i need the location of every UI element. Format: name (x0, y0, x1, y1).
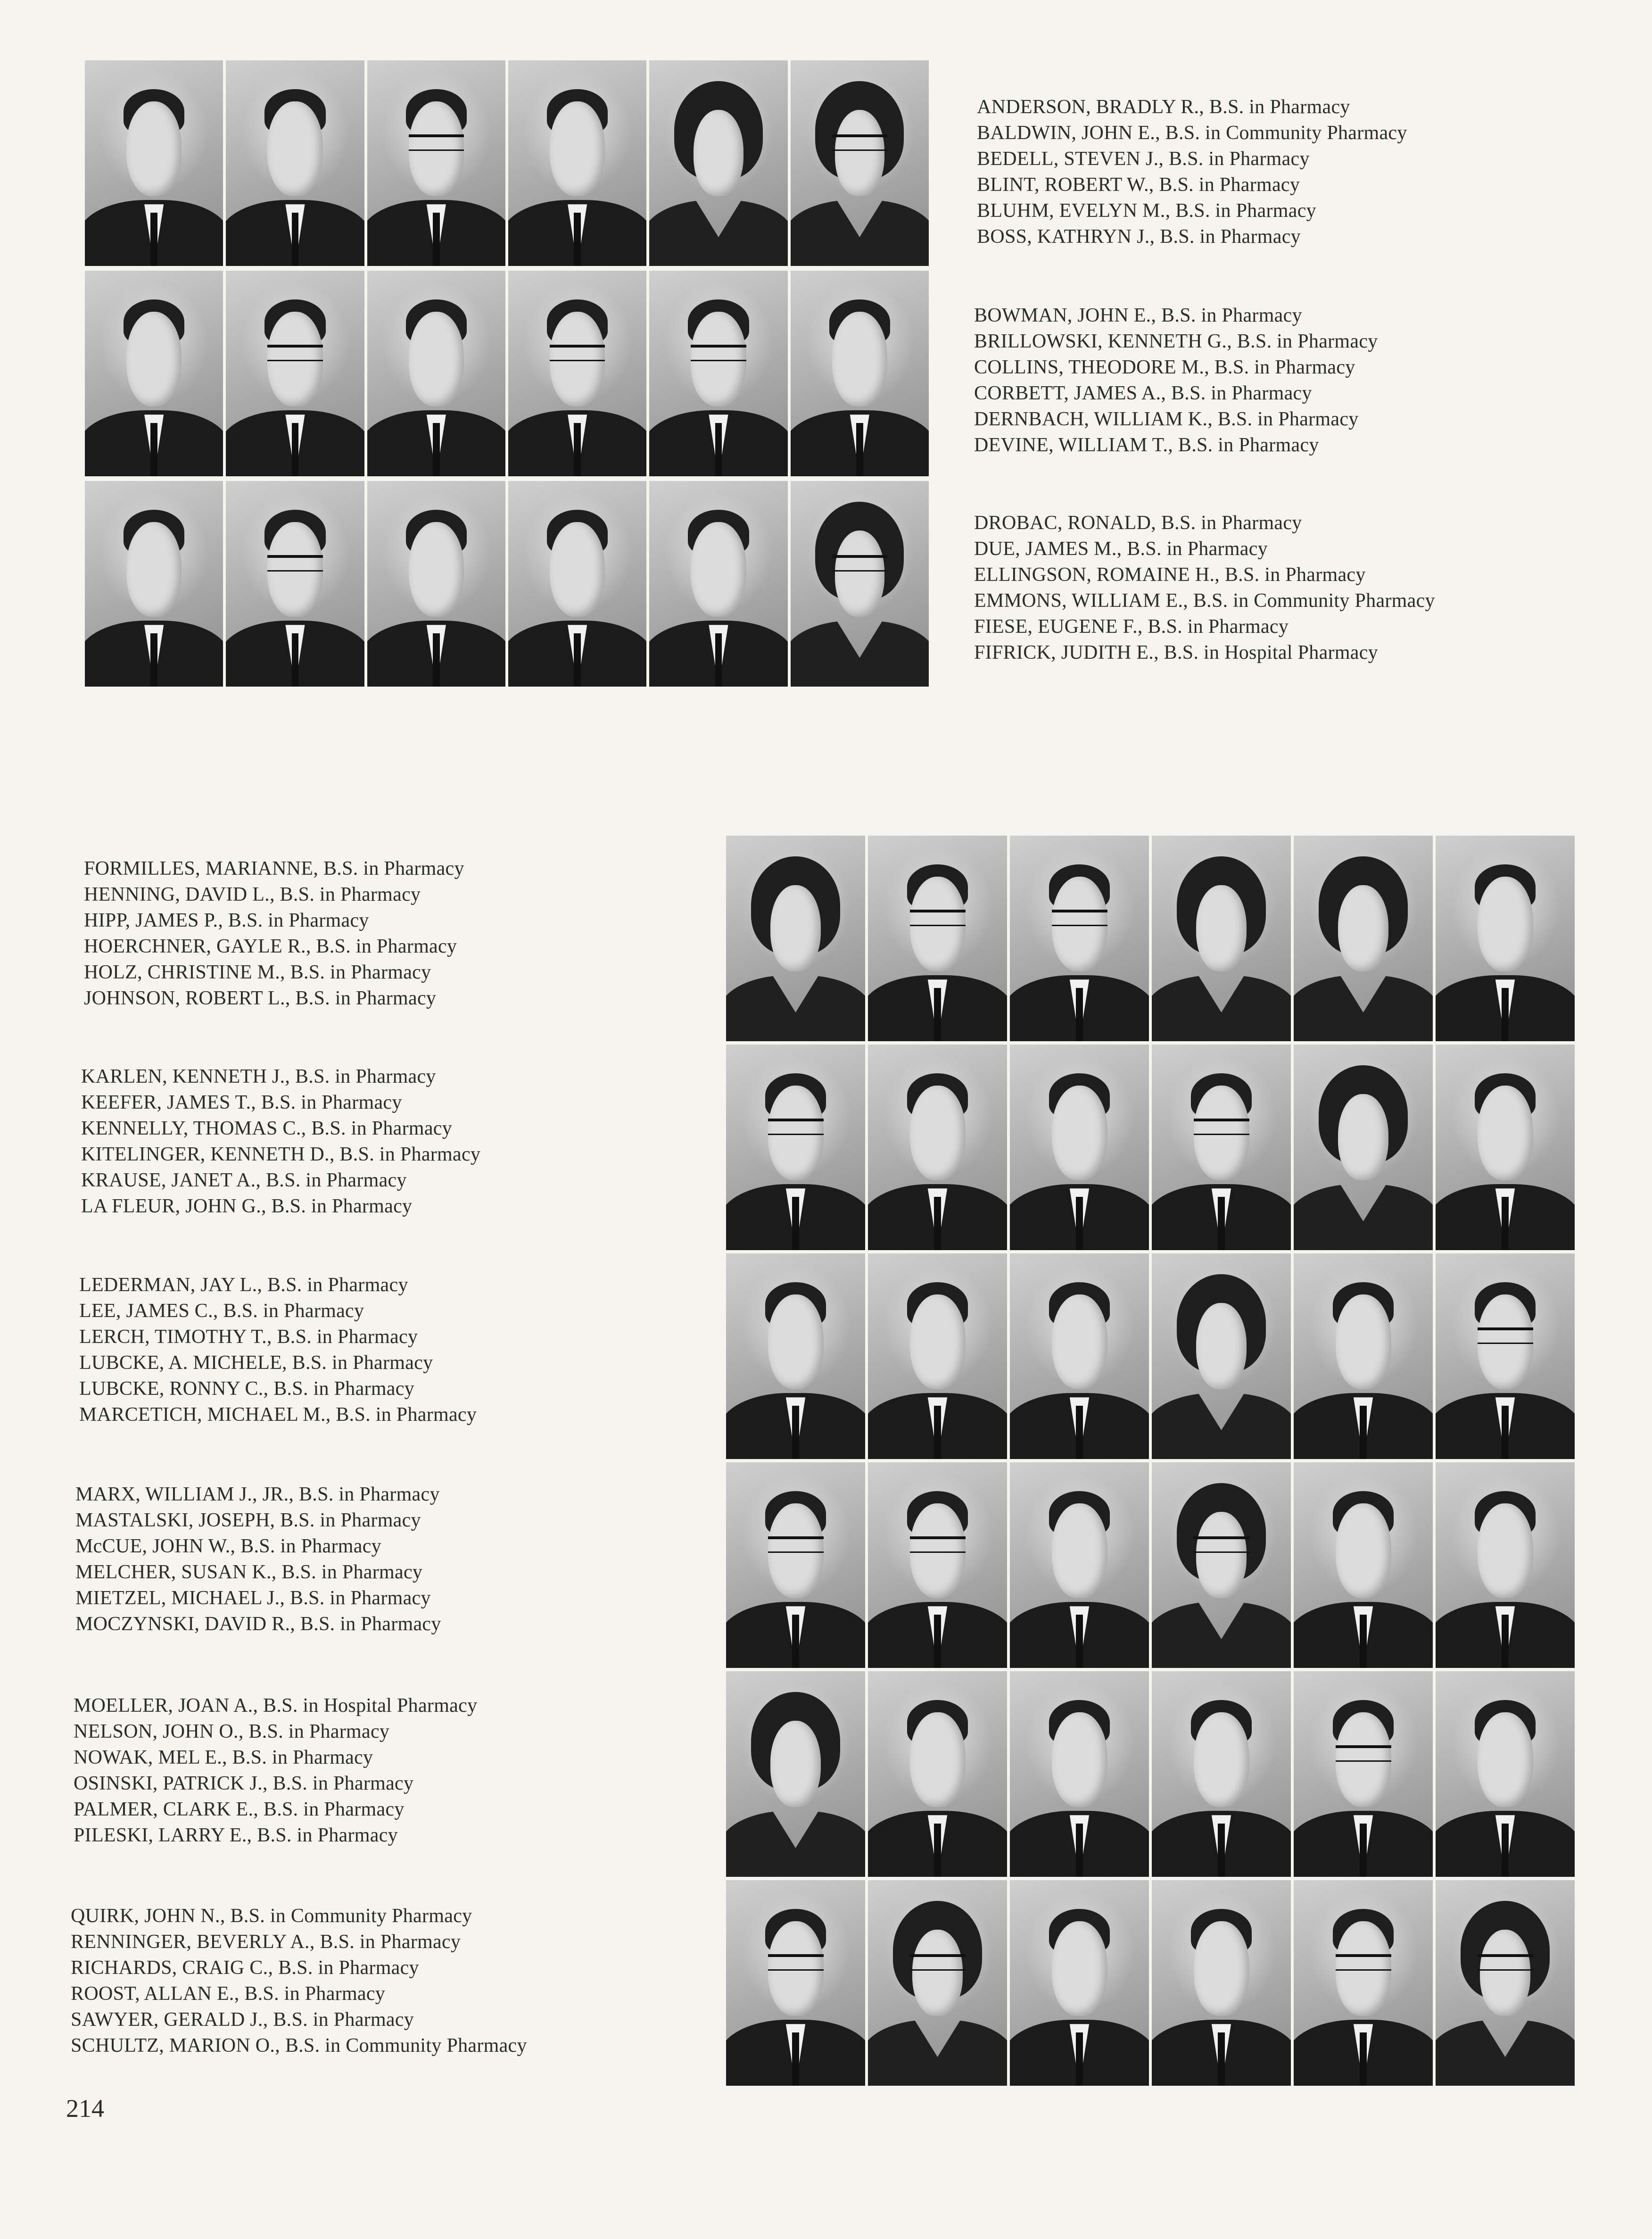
student-portrait-photo (367, 271, 505, 476)
bottom-namelist-1 (84, 856, 464, 1012)
student-portrait-photo (1294, 1671, 1433, 1877)
student-portrait-photo (726, 1462, 865, 1668)
student-portrait-photo (791, 271, 929, 476)
student-name: ELLINGSON, ROMAINE H., B.S. in Pharmacy (974, 564, 1366, 586)
student-name: SCHULTZ, MARION O., B.S. in Community Pharmacy (71, 2035, 527, 2057)
bottom-portrait-row (726, 1880, 1575, 2086)
student-name: MELCHER, SUSAN K., B.S. in Pharmacy (75, 1561, 423, 1583)
bottom-namelist-6 (71, 1903, 527, 2059)
student-portrait-photo (1010, 1880, 1149, 2086)
student-name: BOWMAN, JOHN E., B.S. in Pharmacy (974, 305, 1302, 326)
student-name: HIPP, JAMES P., B.S. in Pharmacy (84, 910, 369, 931)
student-portrait-photo (1152, 836, 1291, 1041)
student-portrait-photo (1010, 836, 1149, 1041)
student-portrait-photo (226, 271, 364, 476)
student-name: RICHARDS, CRAIG C., B.S. in Pharmacy (71, 1957, 419, 1979)
student-portrait-photo (85, 481, 223, 687)
student-portrait-photo (1010, 1253, 1149, 1459)
student-name: SAWYER, GERALD J., B.S. in Pharmacy (71, 2009, 414, 2031)
top-portrait-row (85, 60, 929, 266)
student-portrait-photo (726, 1671, 865, 1877)
student-portrait-photo (726, 1880, 865, 2086)
student-name: JOHNSON, ROBERT L., B.S. in Pharmacy (84, 987, 437, 1009)
student-portrait-photo (791, 60, 929, 266)
bottom-portrait-grid (726, 836, 1575, 2085)
top-portrait-grid (85, 60, 929, 692)
bottom-namelist-3 (79, 1272, 477, 1428)
student-portrait-photo (1010, 1045, 1149, 1250)
student-name: BRILLOWSKI, KENNETH G., B.S. in Pharmacy (974, 331, 1378, 352)
student-portrait-photo (1436, 1045, 1575, 1250)
student-name: KENNELLY, THOMAS C., B.S. in Pharmacy (81, 1118, 453, 1139)
student-name: MASTALSKI, JOSEPH, B.S. in Pharmacy (75, 1509, 421, 1531)
student-name: MARX, WILLIAM J., JR., B.S. in Pharmacy (75, 1484, 440, 1505)
bottom-portrait-row (726, 1462, 1575, 1668)
student-portrait-photo (791, 481, 929, 687)
student-portrait-photo (868, 1253, 1007, 1459)
bottom-namelist-5 (74, 1693, 477, 1849)
student-name: FORMILLES, MARIANNE, B.S. in Pharmacy (84, 858, 464, 879)
student-name: COLLINS, THEODORE M., B.S. in Pharmacy (974, 357, 1355, 378)
student-name: RENNINGER, BEVERLY A., B.S. in Pharmacy (71, 1931, 461, 1953)
student-name: CORBETT, JAMES A., B.S. in Pharmacy (974, 382, 1312, 404)
student-portrait-photo (1010, 1462, 1149, 1668)
student-portrait-photo (226, 60, 364, 266)
student-portrait-photo (1152, 1253, 1291, 1459)
student-name: MARCETICH, MICHAEL M., B.S. in Pharmacy (79, 1404, 477, 1426)
top-portrait-row (85, 481, 929, 687)
student-portrait-photo (226, 481, 364, 687)
student-name: MOCZYNSKI, DAVID R., B.S. in Pharmacy (75, 1613, 441, 1635)
student-name: LEDERMAN, JAY L., B.S. in Pharmacy (79, 1274, 408, 1296)
student-portrait-photo (1010, 1671, 1149, 1877)
student-portrait-photo (1152, 1880, 1291, 2086)
student-portrait-photo (508, 481, 646, 687)
student-name: HOLZ, CHRISTINE M., B.S. in Pharmacy (84, 962, 431, 983)
student-name: MOELLER, JOAN A., B.S. in Hospital Pharmacy (74, 1695, 478, 1717)
student-name: LERCH, TIMOTHY T., B.S. in Pharmacy (79, 1326, 418, 1348)
student-name: FIESE, EUGENE F., B.S. in Pharmacy (974, 616, 1289, 638)
student-portrait-photo (868, 1045, 1007, 1250)
student-name: DUE, JAMES M., B.S. in Pharmacy (974, 538, 1268, 560)
bottom-portrait-row (726, 836, 1575, 1041)
student-name: MIETZEL, MICHAEL J., B.S. in Pharmacy (75, 1587, 431, 1609)
student-name: LA FLEUR, JOHN G., B.S. in Pharmacy (81, 1195, 413, 1217)
student-name: KEEFER, JAMES T., B.S. in Pharmacy (81, 1092, 402, 1113)
student-portrait-photo (726, 1045, 865, 1250)
student-name: HOERCHNER, GAYLE R., B.S. in Pharmacy (84, 936, 457, 957)
student-portrait-photo (1152, 1462, 1291, 1668)
student-portrait-photo (1436, 836, 1575, 1041)
bottom-namelist-2 (81, 1064, 480, 1219)
student-portrait-photo (1436, 1671, 1575, 1877)
student-name: LUBCKE, RONNY C., B.S. in Pharmacy (79, 1378, 414, 1400)
bottom-portrait-row (726, 1671, 1575, 1877)
student-name: EMMONS, WILLIAM E., B.S. in Community Pharmacy (974, 590, 1435, 612)
student-name: OSINSKI, PATRICK J., B.S. in Pharmacy (74, 1773, 414, 1794)
student-portrait-photo (1294, 1880, 1433, 2086)
student-name: BLUHM, EVELYN M., B.S. in Pharmacy (977, 200, 1316, 222)
student-name: DERNBACH, WILLIAM K., B.S. in Pharmacy (974, 408, 1359, 430)
top-portrait-row (85, 271, 929, 476)
student-portrait-photo (85, 60, 223, 266)
student-name: KRAUSE, JANET A., B.S. in Pharmacy (81, 1169, 407, 1191)
student-name: PALMER, CLARK E., B.S. in Pharmacy (74, 1799, 405, 1820)
student-name: ROOST, ALLAN E., B.S. in Pharmacy (71, 1983, 386, 2005)
student-portrait-photo (868, 1671, 1007, 1877)
student-portrait-photo (1436, 1253, 1575, 1459)
student-name: NOWAK, MEL E., B.S. in Pharmacy (74, 1747, 373, 1768)
student-name: ANDERSON, BRADLY R., B.S. in Pharmacy (977, 96, 1350, 118)
student-portrait-photo (649, 271, 787, 476)
student-name: PILESKI, LARRY E., B.S. in Pharmacy (74, 1824, 398, 1846)
student-name: DEVINE, WILLIAM T., B.S. in Pharmacy (974, 434, 1319, 456)
student-portrait-photo (649, 60, 787, 266)
student-name: LEE, JAMES C., B.S. in Pharmacy (79, 1300, 364, 1322)
student-portrait-photo (1294, 1253, 1433, 1459)
student-name: HENNING, DAVID L., B.S. in Pharmacy (84, 884, 421, 905)
student-portrait-photo (508, 271, 646, 476)
student-portrait-photo (85, 271, 223, 476)
student-portrait-photo (868, 1462, 1007, 1668)
top-namelist-3 (974, 510, 1435, 666)
student-portrait-photo (1294, 1462, 1433, 1668)
bottom-portrait-row (726, 1045, 1575, 1250)
top-namelist-2 (974, 303, 1378, 458)
student-name: KARLEN, KENNETH J., B.S. in Pharmacy (81, 1066, 436, 1087)
student-name: BALDWIN, JOHN E., B.S. in Community Pharmacy (977, 122, 1407, 144)
student-name: DROBAC, RONALD, B.S. in Pharmacy (974, 512, 1302, 534)
student-portrait-photo (649, 481, 787, 687)
student-portrait-photo (508, 60, 646, 266)
page-number: 214 (66, 2094, 104, 2123)
student-portrait-photo (1436, 1462, 1575, 1668)
bottom-portrait-row (726, 1253, 1575, 1459)
student-portrait-photo (1294, 1045, 1433, 1250)
top-namelist-1 (977, 94, 1407, 250)
student-portrait-photo (1436, 1880, 1575, 2086)
student-portrait-photo (868, 836, 1007, 1041)
student-name: BOSS, KATHRYN J., B.S. in Pharmacy (977, 226, 1301, 248)
student-portrait-photo (868, 1880, 1007, 2086)
student-portrait-photo (726, 836, 865, 1041)
student-name: FIFRICK, JUDITH E., B.S. in Hospital Pharmacy (974, 642, 1378, 663)
student-portrait-photo (1294, 836, 1433, 1041)
student-name: BLINT, ROBERT W., B.S. in Pharmacy (977, 174, 1300, 196)
student-name: KITELINGER, KENNETH D., B.S. in Pharmacy (81, 1144, 481, 1165)
student-portrait-photo (367, 481, 505, 687)
student-portrait-photo (726, 1253, 865, 1459)
student-name: NELSON, JOHN O., B.S. in Pharmacy (74, 1721, 390, 1742)
student-name: BEDELL, STEVEN J., B.S. in Pharmacy (977, 148, 1310, 170)
student-portrait-photo (1152, 1671, 1291, 1877)
student-name: LUBCKE, A. MICHELE, B.S. in Pharmacy (79, 1352, 433, 1374)
student-name: QUIRK, JOHN N., B.S. in Community Pharmacy (71, 1905, 472, 1927)
student-portrait-photo (1152, 1045, 1291, 1250)
bottom-namelist-4 (75, 1482, 441, 1637)
student-name: McCUE, JOHN W., B.S. in Pharmacy (75, 1535, 381, 1557)
student-portrait-photo (367, 60, 505, 266)
